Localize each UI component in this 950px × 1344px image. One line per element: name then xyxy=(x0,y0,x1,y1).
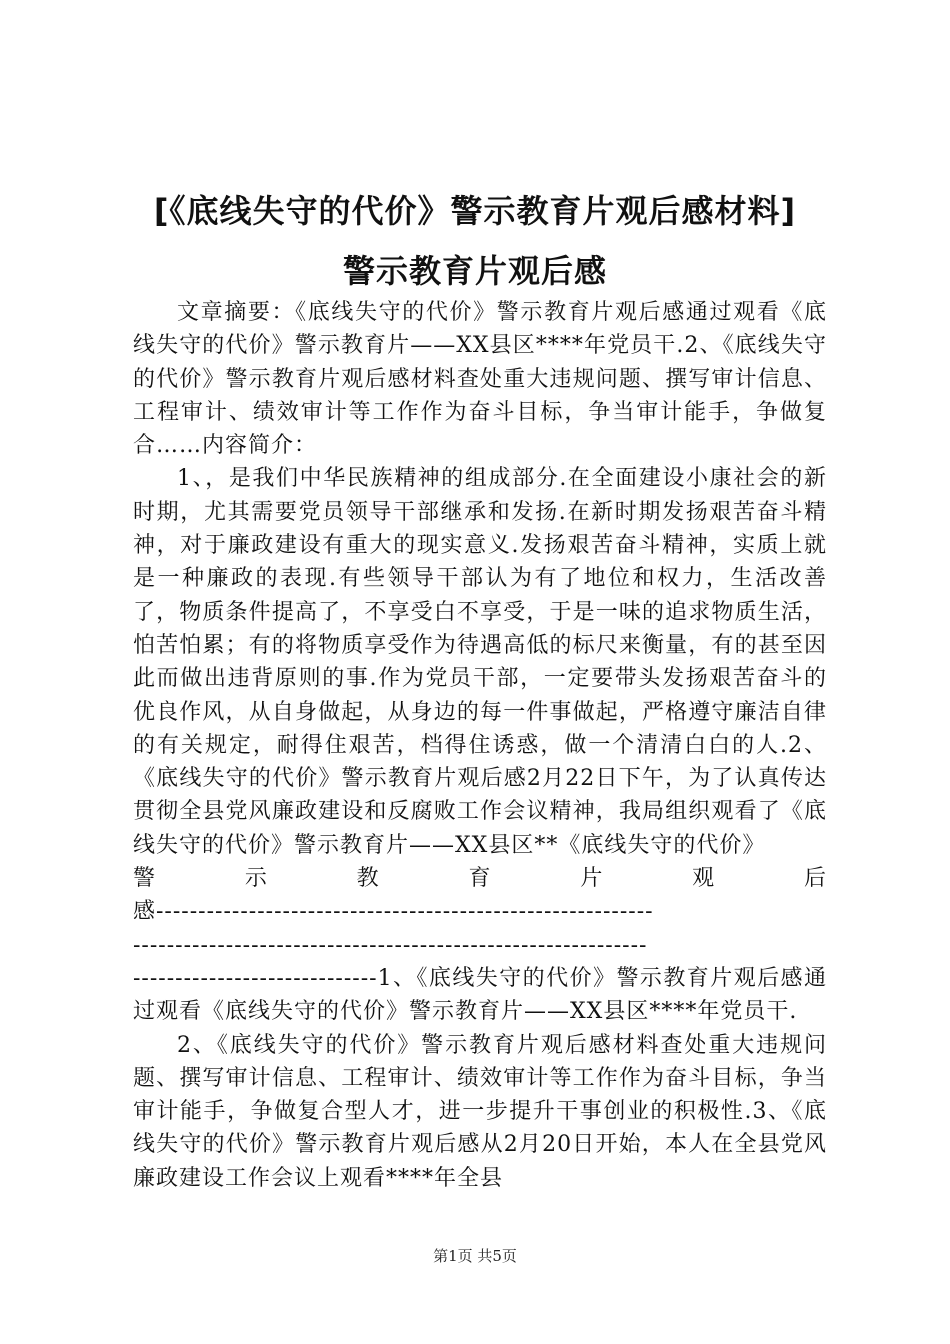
spread-char: 育 xyxy=(468,866,492,892)
body-paragraph-1: 1、，是我们中华民族精神的组成部分.在全面建设小康社会的新时期，尤其需要党员领导干部继承和发扬.在新时期发扬艰苦奋斗精神，对于廉政建设有重大的现实意义.发扬艰苦奋斗精神，实质上就是一种廉政的表现.有些领导干部认为有了地位和权力，生活改善了，物质条件提高了，不享受白不享受，于是一味的追求物质生活，怕苦怕累；有的将物质享受作为待遇高低的标尺来衡量，有的甚至因此而做出违背原则的事.作为党员干部，一定要带头发扬艰苦奋斗的优良作风，从自身做起，从身边的每一件事做起，严格遵守廉洁自律的有关规定，耐得住艰苦，档得住诱惑，做一个清清白白的人.2、《底线失守的代价》警示教育片观后感2月22日下午，为了认真传达贯彻全县党风廉政建设和反腐败工作会议精神，我局组织观看了《底线失守的代价》警示教育片——XX县区**《底线失守的代价》 xyxy=(133,466,827,858)
spread-char: 观 xyxy=(692,866,716,892)
document-body xyxy=(133,296,827,1195)
spread-heading-line xyxy=(133,862,827,895)
paragraph-2-text: 1、《底线失守的代价》警示教育片观后感通过观看《底线失守的代价》警示教育片——XX县区****年党员干. xyxy=(133,965,827,1025)
body-paragraph-3: 2、《底线失守的代价》警示教育片观后感材料查处重大违规问题、撰写审计信息、工程审计、绩效审计等工作作为奋斗目标，争当审计能手，争做复合型人才，进一步提升干事创业的积极性.3、《底线失守的代价》警示教育片观后感从2月20日开始，本人在全县党风廉政建设工作会议上观看****年全县 xyxy=(133,1032,827,1191)
abstract-paragraph: 文章摘要：《底线失守的代价》警示教育片观后感通过观看《底线失守的代价》警示教育片——XX县区****年党员干.2、《底线失守的代价》警示教育片观后感材料查处重大违规问题、撰写审计信息、工程审计、绩效审计等工作作为奋斗目标，争当审计能手，争做复合……内容简介： xyxy=(133,300,827,459)
spread-char: 教 xyxy=(356,866,380,892)
separator-line-1: 感----------------------------------------------------------- xyxy=(133,899,654,925)
spread-char: 示 xyxy=(244,866,268,892)
separator-prefix: ----------------------------- xyxy=(133,965,378,991)
separator-line-2: ------------------------------------------------------------- xyxy=(133,932,648,958)
spread-char: 片 xyxy=(580,866,604,892)
page-footer: 第1页 共5页 xyxy=(433,1247,517,1265)
spread-char: 后 xyxy=(803,866,827,892)
body-paragraph-2 xyxy=(133,962,827,1029)
document-title-line2: 警示教育片观后感 xyxy=(342,252,607,290)
spread-char: 警 xyxy=(133,866,157,892)
document-title-line1: [《底线失守的代价》警示教育片观后感材料] xyxy=(153,192,797,230)
